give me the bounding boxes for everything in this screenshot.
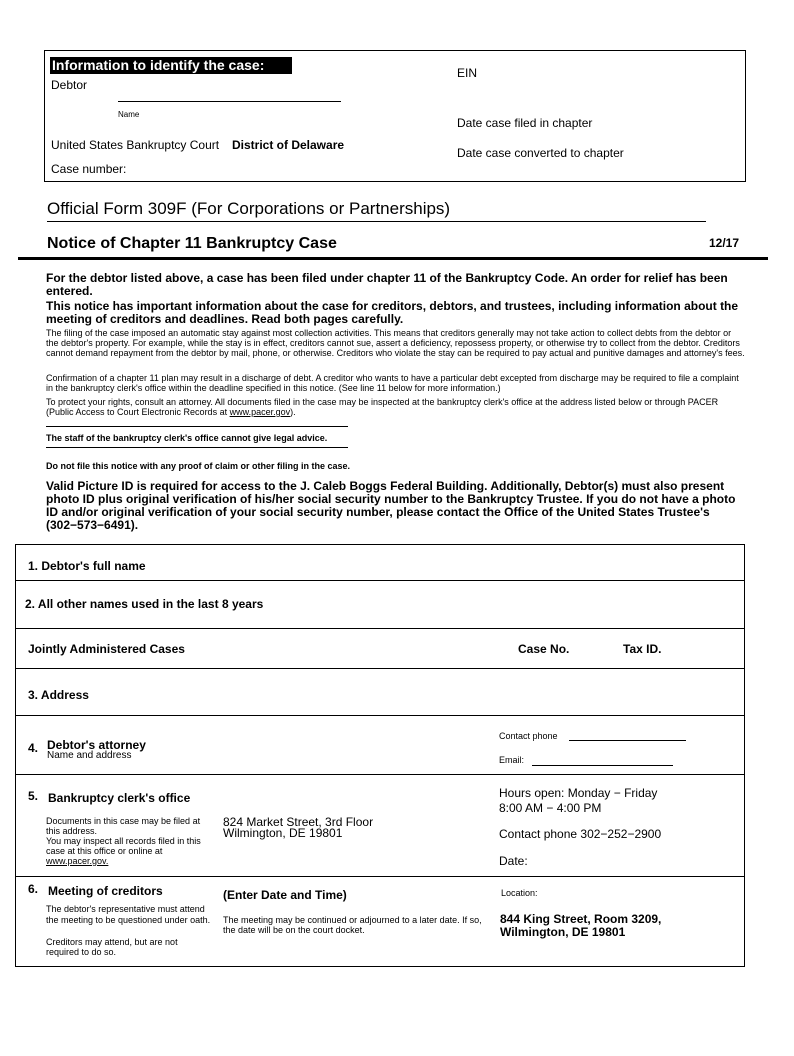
title-thick-rule [18, 257, 768, 260]
automatic-stay-paragraph: The filing of the case imposed an automatic stay against most collection activities. This means that creditors generally may not take action to collect debts from the debtor or the debtor's property. For example, while the stay is in effect, creditors cannot sue, assert a deficiency, repossess property, or otherwise try to collect from the debtor. Creditors cannot demand repayment from the debtor by mail, phone, or otherwise. Creditors who violate the stay can be required to pay actual and punitive damages and attorney's fees. [46, 328, 745, 358]
enter-date-time: (Enter Date and Time) [223, 888, 347, 902]
form-version: 12/17 [709, 236, 740, 250]
do-not-file-note: Do not file this notice with any proof of claim or other filing in the case. [46, 461, 351, 471]
row-divider [15, 668, 744, 669]
advice-rule-bottom [46, 447, 348, 448]
row-divider [15, 628, 744, 629]
row-divider [15, 715, 744, 716]
intro-paragraph-1: For the debtor listed above, a case has been filed under chapter 11 of the Bankruptcy Code. An order for relief has been entered. [46, 271, 728, 298]
row-divider [15, 580, 744, 581]
address-label: 3. Address [28, 688, 89, 702]
notice-title: Notice of Chapter 11 Bankruptcy Case [47, 235, 337, 252]
meeting-desc-1: The debtor's representative must attend the meeting to be questioned under oath. [46, 904, 211, 925]
court-label: United States Bankruptcy Court [51, 138, 220, 152]
meeting-of-creditors-label: Meeting of creditors [48, 884, 163, 898]
clerk-address-line-2: Wilmington, DE 19801 [223, 826, 343, 840]
name-label: Name [118, 110, 140, 119]
jointly-administered-label: Jointly Administered Cases [28, 642, 185, 656]
date-filed-label: Date case filed in chapter [457, 116, 593, 130]
row-4-number: 4. [28, 741, 39, 755]
tax-id-label: Tax ID. [623, 642, 662, 656]
row-5-number: 5. [28, 789, 39, 803]
case-number-label: Case number: [51, 162, 127, 176]
row-6-number: 6. [28, 882, 39, 896]
hours-time: 8:00 AM − 4:00 PM [499, 801, 602, 815]
location-label: Location: [501, 888, 538, 898]
debtor-label: Debtor [51, 78, 88, 92]
pacer-link[interactable]: www.pacer.gov [229, 407, 291, 417]
attorney-contact-phone-label: Contact phone [499, 731, 558, 741]
clerk-office-desc-2: You may inspect all records filed in this case at this office or online at [46, 836, 201, 856]
meeting-continuation-note: The meeting may be continued or adjourned to a later date. If so, the date will be on the court docket. [223, 915, 482, 935]
photo-id-notice: Valid Picture ID is required for access to the J. Caleb Boggs Federal Building. Additionally, Debtor(s) must also present photo ID plus original verification of his/her social security number to the Bankruptcy Trustee. If you do not have a photo ID and/or original verification of your social security number, please contact the Office of the United States Trustee's (302−573−6491). [46, 479, 736, 532]
attorney-email-label: Email: [499, 755, 525, 765]
meeting-desc-2: Creditors may attend, but are not required to do so. [46, 937, 178, 957]
clerk-date-label: Date: [499, 854, 528, 868]
clerk-address-line-1: 824 Market Street, 3rd Floor [223, 815, 374, 829]
clerk-pacer-link[interactable]: www.pacer.gov. [46, 856, 109, 866]
case-identification-heading: Information to identify the case: [50, 57, 292, 74]
intro-paragraph-2: This notice has important information about the case for creditors, debtors, and trustees, including information about the meeting of creditors and deadlines. Read both pages carefully. [46, 299, 739, 326]
attorney-name-address-label: Name and address [47, 750, 132, 761]
official-form-title: Official Form 309F (For Corporations or Partnerships) [47, 199, 451, 218]
clerk-contact-phone: Contact phone 302−252−2900 [499, 827, 662, 841]
other-names-label: 2. All other names used in the last 8 years [25, 597, 264, 611]
case-no-label: Case No. [518, 642, 570, 656]
advice-rule-top [46, 426, 348, 427]
ein-label: EIN [457, 66, 478, 80]
hours-open-label: Hours open: Monday − Friday [499, 786, 658, 800]
row-divider [15, 774, 744, 775]
debtor-name-line [118, 101, 341, 102]
debtor-full-name-label: 1. Debtor's full name [28, 559, 146, 573]
clerk-office-desc-1: Documents in this case may be filed at this address. [46, 816, 201, 836]
clerk-office-label: Bankruptcy clerk's office [48, 791, 191, 805]
email-line [532, 765, 673, 766]
discharge-paragraph: Confirmation of a chapter 11 plan may result in a discharge of debt. A creditor who wants to have a particular debt excepted from discharge may be required to file a complaint in the bankruptcy clerk's office within the deadline specified in this notice. (See line 11 below for more information.) [46, 373, 739, 393]
form-title-rule [47, 221, 706, 222]
date-converted-label: Date case converted to chapter [457, 146, 624, 160]
location-line-1: 844 King Street, Room 3209, [500, 912, 662, 926]
district-label: District of Delaware [232, 138, 345, 152]
rights-paragraph: To protect your rights, consult an attorney. All documents filed in the case may be inspected at the bankruptcy clerk's office at the address listed below or through PACER (Public Access to Court Electronic Records at www.pacer.gov). [46, 397, 719, 417]
location-line-2: Wilmington, DE 19801 [500, 925, 626, 939]
contact-phone-line [569, 740, 686, 741]
legal-advice-note: The staff of the bankruptcy clerk's office cannot give legal advice. [46, 433, 328, 443]
row-divider [15, 876, 744, 877]
debtor-attorney-label: Debtor's attorney [47, 738, 146, 752]
